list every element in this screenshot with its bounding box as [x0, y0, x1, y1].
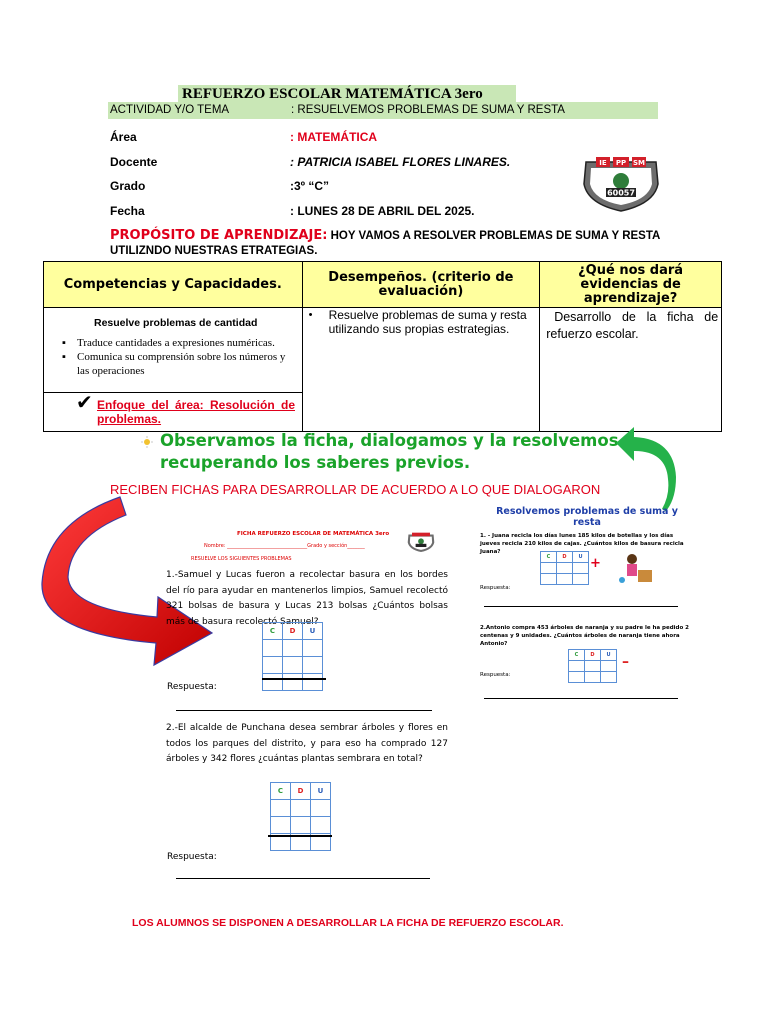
desempeno-text: Resuelve problemas de suma y resta utilizando sus propias estrategias. — [328, 308, 527, 336]
observamos-heading: Observamos la ficha, dialogamos y la resolvemos recuperando los saberes previos. — [160, 431, 619, 472]
sum-line — [268, 835, 332, 837]
competencia-text: Resuelve problemas de cantidad — [94, 317, 258, 329]
logo-number: 60057 — [607, 188, 635, 198]
cdu-d: D — [585, 650, 601, 661]
evidencia-text: Desarrollo de la ficha de refuerzo escolar. — [546, 310, 719, 341]
checkmark-icon: ✔ — [76, 390, 93, 414]
logo-text-sm: SM — [632, 159, 646, 167]
cdu-grid-1 — [262, 622, 323, 691]
cdu-d: D — [557, 552, 573, 563]
closing-note: LOS ALUMNOS SE DISPONEN A DESARROLLAR LA FICHA DE REFUERZO ESCOLAR. — [132, 917, 564, 929]
competencias-cell — [44, 308, 303, 432]
side-worksheet-image — [472, 506, 692, 706]
list-item: ▪ Comunica su comprensión sobre los números y las operaciones — [62, 350, 298, 378]
respuesta-label: Respuesta: — [480, 672, 511, 678]
info-value: : MATEMÁTICA — [290, 130, 378, 144]
cdu-u: U — [601, 650, 617, 661]
sheet-logo-icon — [407, 530, 435, 554]
respuesta-label: Respuesta: — [167, 682, 217, 692]
competencias-table — [43, 261, 722, 432]
info-label: Área — [110, 130, 137, 144]
actividad-label: ACTIVIDAD Y/O TEMA — [110, 104, 230, 116]
problem-1: 1.-Samuel y Lucas fueron a recolectar basura en los bordes del río para ayudar en mantenerlos limpios, Samuel recolectó 321 bolsas de basura y Lucas 213 bolsas ¿Cuántos bolsas más de basura recolectó Samuel? — [166, 570, 448, 627]
plus-sign: + — [590, 556, 601, 571]
respuesta-label: Respuesta: — [480, 585, 511, 591]
proposito-colon: : — [322, 228, 328, 243]
info-label: Fecha — [110, 204, 145, 218]
side-problem-1: 1. - Juana recicla los días lunes 185 kilos de botellas y los días jueves recicla 210 kilos de cajas. ¿Cuántos kilos de basura recicla Juana? — [480, 533, 684, 555]
green-curved-arrow-icon — [612, 425, 682, 515]
minus-sign: – — [622, 654, 629, 670]
evidencias-cell — [540, 308, 722, 432]
answer-line — [176, 710, 432, 711]
actividad-value: : RESUELVEMOS PROBLEMAS DE SUMA Y RESTA — [291, 104, 565, 116]
cdu-u: U — [311, 783, 331, 800]
side-cdu-grid-2 — [568, 649, 617, 683]
sheet-title: FICHA REFUERZO ESCOLAR DE MATEMÁTICA 3ero — [237, 531, 390, 537]
sheet-instructions: RESUELVE LOS SIGUIENTES PROBLEMAS — [191, 556, 292, 562]
info-label: Docente — [110, 155, 158, 169]
proposito — [110, 228, 670, 259]
info-label: Grado — [110, 179, 146, 193]
sum-line — [262, 678, 326, 680]
enfoque-text: Enfoque del área: Resolución de problemas. — [97, 398, 295, 426]
answer-line — [484, 698, 678, 699]
info-value: :3º “C” — [290, 179, 330, 193]
table-header: Competencias y Capacidades. — [44, 262, 303, 308]
cdu-c: C — [271, 783, 291, 800]
sun-icon — [141, 436, 153, 448]
bullet-icon: • — [308, 309, 313, 321]
table-header: Desempeños. (criterio de evaluación) — [302, 262, 540, 308]
side-heading: Resolvemos problemas de suma y resta — [496, 506, 678, 528]
cdu-d: D — [291, 783, 311, 800]
answer-line — [176, 878, 430, 879]
logo-text-ie: IE — [599, 159, 607, 167]
cdu-c: C — [263, 623, 283, 640]
sheet-name-line: Nombre: ________________________________Grado y sección_______ — [204, 543, 365, 549]
logo-text-pp: PP — [615, 159, 627, 167]
proposito-label: PROPÓSITO DE APRENDIZAJE — [110, 228, 323, 243]
reciben-text: RECIBEN FICHAS PARA DESARROLLAR DE ACUERDO A LO QUE DIALOGARON — [110, 482, 601, 497]
cdu-d: D — [283, 623, 303, 640]
problem-2: 2.-El alcalde de Punchana desea sembrar árboles y flores en todos los parques del distrito, y para eso ha comprado 127 árboles y 342 flores ¿cuántas plantas sembrara en total? — [166, 723, 448, 764]
capacidades-list — [62, 336, 298, 378]
side-cdu-grid-1 — [540, 551, 589, 585]
cdu-u: U — [303, 623, 323, 640]
actividad-row — [108, 102, 658, 119]
list-item: ▪ Traduce cantidades a expresiones numéricas. — [62, 336, 298, 350]
desempenos-cell — [302, 308, 540, 432]
info-value: : LUNES 28 DE ABRIL DEL 2025. — [290, 204, 475, 218]
school-logo — [582, 154, 660, 212]
document-title: REFUERZO ESCOLAR MATEMÁTICA 3ero — [178, 85, 516, 103]
cdu-c: C — [569, 650, 585, 661]
cdu-c: C — [541, 552, 557, 563]
girl-recycling-icon — [618, 552, 654, 586]
side-problem-2: 2.Antonio compra 453 árboles de naranja y su padre le ha pedido 2 centenas y 9 unidades. ¿Cuántos árboles de naranja tiene ahora Antonio? — [480, 625, 689, 647]
answer-line — [484, 606, 678, 607]
cdu-grid-2 — [270, 782, 331, 851]
cdu-u: U — [573, 552, 589, 563]
proposito-text: HOY VAMOS A RESOLVER PROBLEMAS DE SUMA Y RESTA UTILIZNDO NUESTRAS ETRATEGIAS. — [110, 230, 660, 257]
table-header: ¿Qué nos dará evidencias de aprendizaje? — [540, 262, 722, 308]
worksheet-image — [162, 522, 452, 892]
info-value: : PATRICIA ISABEL FLORES LINARES. — [290, 155, 511, 169]
respuesta-label: Respuesta: — [167, 852, 217, 862]
